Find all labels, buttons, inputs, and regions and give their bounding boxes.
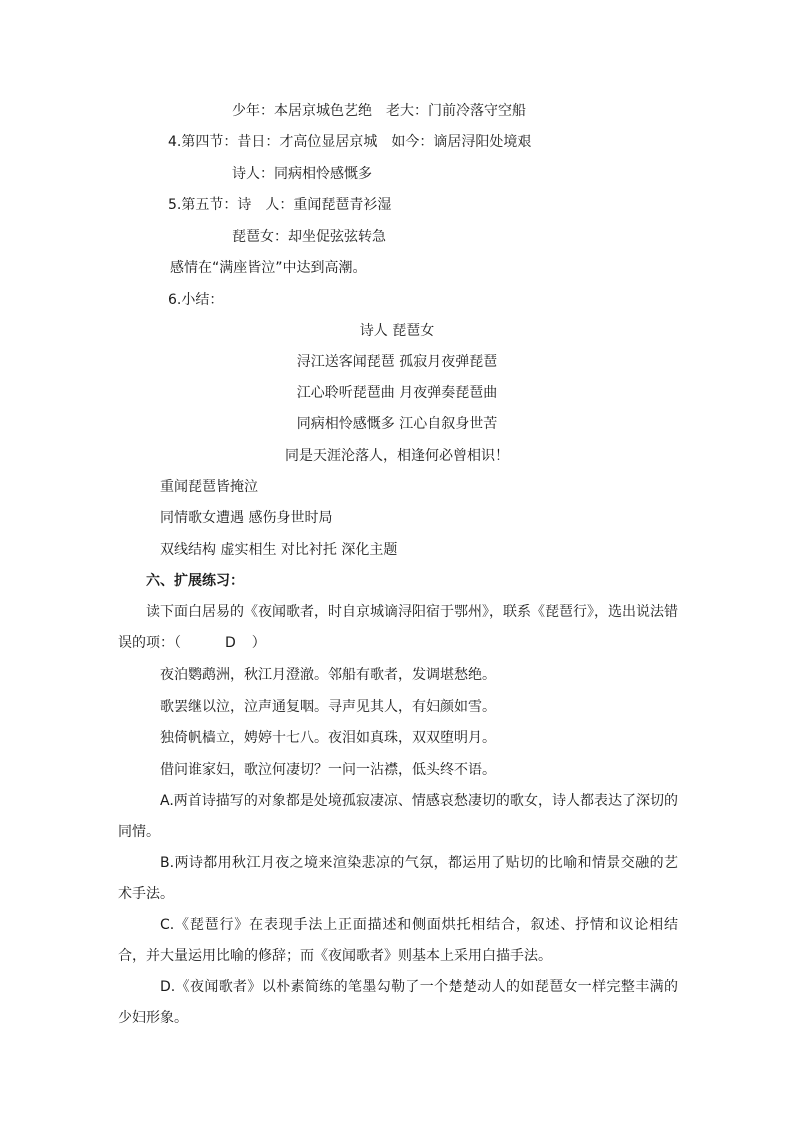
summary-left-line: 同情歌女遭遇 感伤身世时局 bbox=[160, 510, 333, 526]
section4-past: 4.第四节：昔日：才高位显居京城 bbox=[168, 134, 378, 150]
poem-line: 歌罢继以泣，泣声通复咽。寻声见其人，有妇颜如雪。 bbox=[160, 699, 496, 715]
climax-line: 感情在“满座皆泣”中达到高潮。 bbox=[170, 260, 367, 276]
summary-center-line: 江心聆听琵琶曲 月夜弹奏琵琶曲 bbox=[296, 385, 498, 401]
section4-line bbox=[168, 132, 531, 152]
summary-center-line: 同病相怜感慨多 江心自叙身世苦 bbox=[296, 416, 498, 432]
question-text: 读下面白居易的《夜闻歌者，时自京城谪浔阳宿于鄂州》，联系《琵琶行》，选出说法错误的项：（ bbox=[118, 604, 678, 651]
summary-label: 6.小结： bbox=[168, 292, 224, 308]
poem-line: 夜泊鹦鹉洲，秋江月澄澈。邻船有歌者，发调堪愁绝。 bbox=[160, 667, 496, 683]
summary-left-line: 双线结构 虚实相生 对比衬托 深化主题 bbox=[160, 542, 398, 558]
summary-center-line: 同是天涯沦落人，相逢何必曾相识！ bbox=[285, 448, 509, 464]
section4-poet: 诗人：同病相怜感慨多 bbox=[232, 166, 372, 182]
section5-poet: 5.第五节：诗 人：重闻琵琶青衫湿 bbox=[168, 197, 392, 213]
option-b: B.两诗都用秋江月夜之境来渲染悲凉的气氛，都运用了贴切的比喻和情景交融的艺术手法。 bbox=[118, 855, 678, 902]
summary-left-line: 重闻琵琶皆掩泣 bbox=[160, 479, 258, 495]
youth-line bbox=[232, 101, 526, 121]
section6-heading: 六、扩展练习： bbox=[146, 573, 244, 589]
option-a: A.两首诗描写的对象都是处境孤寂凄凉、情感哀愁凄切的歌女，诗人都表达了深切的同情。 bbox=[118, 793, 678, 840]
option-c: C.《琵琶行》在表现手法上正面描述和侧面烘托相结合，叙述、抒情和议论相结合，并大量运用比喻的修辞；而《夜闻歌者》则基本上采用白描手法。 bbox=[118, 917, 678, 964]
old-text: 老大：门前冷落守空船 bbox=[386, 103, 526, 119]
poem-line: 借问谁家妇，歌泣何凄切？一问一沾襟，低头终不语。 bbox=[160, 762, 496, 778]
option-d: D.《夜闻歌者》以朴素简练的笔墨勾勒了一个楚楚动人的如琵琶女一样完整丰满的少妇形象。 bbox=[118, 979, 678, 1026]
question-close: ） bbox=[251, 635, 266, 651]
poem-line: 独倚帆樯立，娉婷十七八。夜泪如真珠，双双堕明月。 bbox=[160, 730, 496, 746]
answer-letter: D bbox=[225, 635, 236, 651]
youth-text: 少年：本居京城色艺绝 bbox=[232, 103, 372, 119]
summary-center-line: 浔江送客闻琵琶 孤寂月夜弹琵琶 bbox=[296, 354, 498, 370]
summary-center-line: 诗人 琵琶女 bbox=[359, 323, 435, 339]
section5-pipa: 琵琶女：却坐促弦弦转急 bbox=[232, 229, 386, 245]
question-paragraph bbox=[118, 597, 678, 659]
section4-now: 如今：谪居浔阳处境艰 bbox=[391, 134, 532, 150]
